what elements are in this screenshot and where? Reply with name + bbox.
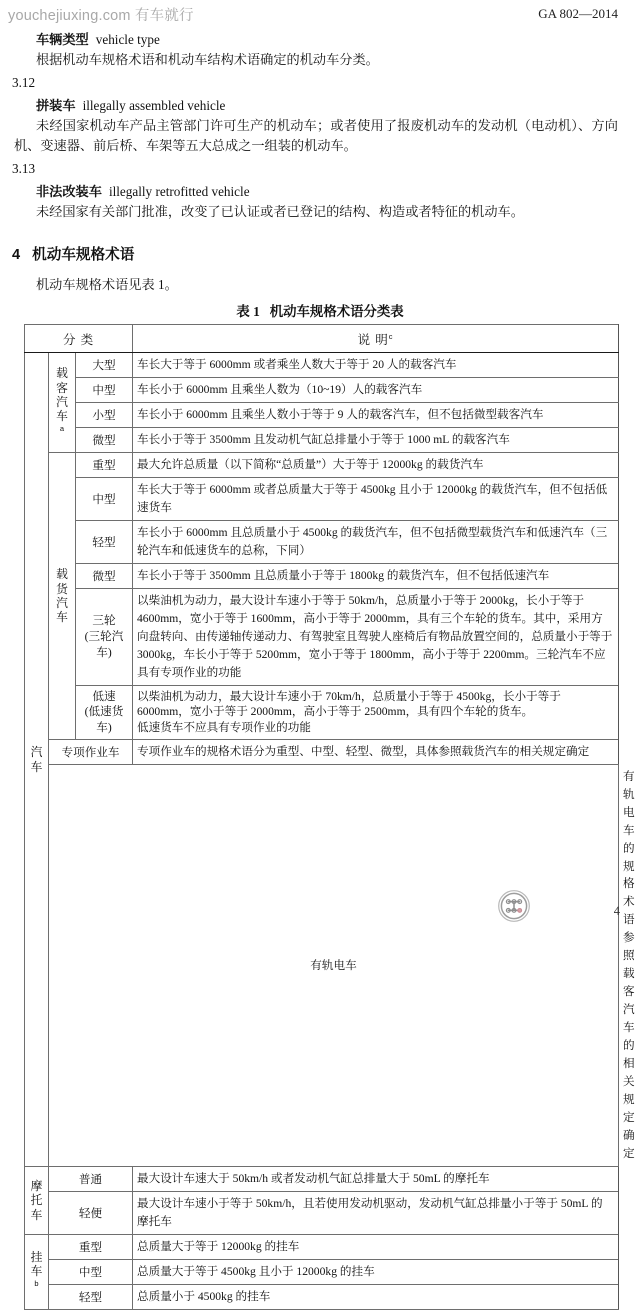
footnote-marker-c: c	[388, 332, 394, 342]
size-label: 大型	[76, 353, 133, 378]
table-row	[25, 403, 619, 428]
table-row	[25, 521, 619, 564]
size-label-main: 低速	[92, 689, 116, 703]
footnote-marker-a: a	[59, 423, 65, 433]
description-cell: 专项作业车的规格术语分为重型、中型、轻型、微型，具体参照载货汽车的相关规定确定	[133, 739, 619, 764]
vertical-text-motorcycle: 摩 托 车	[30, 1178, 43, 1222]
size-label: 中型	[76, 378, 133, 403]
term-heading	[0, 26, 640, 49]
standard-code: GA 802—2014	[538, 6, 618, 21]
size-label: 轻便	[49, 1191, 133, 1234]
gear-shift-pattern-logo	[497, 889, 531, 923]
document-content	[0, 26, 640, 1310]
term-heading	[0, 178, 640, 201]
description-header-text: 说 明	[357, 333, 389, 348]
table-row	[25, 378, 619, 403]
table-row	[25, 1166, 619, 1191]
group-label-cargo-car	[49, 453, 76, 740]
category-label-special-purpose: 专项作业车	[49, 739, 133, 764]
table-row	[25, 428, 619, 453]
page-footer	[0, 881, 640, 931]
section-heading	[0, 223, 640, 268]
size-label: 微型	[76, 563, 133, 588]
table-row	[25, 353, 619, 378]
term-term-cn: 拼装车	[36, 98, 76, 114]
description-cell: 以柴油机为动力，最大设计车速小于等于 50km/h，总质量小于等于 2000kg，长小于等于 4600mm，宽小于等于 1600mm，高小于等于 2000mm，具有三个车轮的货车。其中，采用方向盘转向、由传递轴传递动力、有驾驶室且驾驶人座椅后有物品放置空间的，总质量小于等于 3000kg，车长小于等于 5200mm，宽小于等于 1800mm，高小于等于 2200mm。三轮汽车不应具有专项作业的功能	[133, 588, 619, 685]
description-cell: 车长小于等于 3500mm 且总质量小于等于 1800kg 的载货汽车，但不包括低速汽车	[133, 563, 619, 588]
term-definition: 未经国家机动车产品主管部门许可生产的机动车；或者使用了报废机动车的发动机（电动机）、方向机、变速器、前后桥、车架等五大总成之一组装的机动车。	[14, 118, 618, 154]
term-term-cn: 车辆类型	[36, 32, 89, 47]
term-heading	[0, 92, 640, 115]
table-row	[25, 1234, 619, 1259]
size-label: 中型	[76, 478, 133, 521]
table-caption-title: 机动车规格术语分类表	[269, 304, 404, 320]
description-cell: 车长小于 6000mm 且总质量小于 4500kg 的载货汽车，但不包括微型载货汽车和低速汽车（三轮汽车和低速货车的总称，下同）	[133, 521, 619, 564]
description-line-2: 低速货车不应具有专项作业的功能	[137, 721, 311, 735]
column-header-description	[133, 325, 619, 353]
column-header-classification	[25, 325, 133, 353]
table-row	[25, 1191, 619, 1234]
page-header	[0, 4, 640, 26]
table-caption-label: 表 1	[236, 304, 260, 320]
description-cell	[133, 685, 619, 739]
group-label-trailer	[25, 1234, 49, 1309]
term-definition: 未经国家有关部门批准，改变了已认证或者已登记的结构、构造或者特征的机动车。	[36, 204, 524, 220]
section-number: 4	[12, 247, 21, 264]
term-term-cn: 非法改装车	[36, 184, 102, 200]
table-row	[25, 453, 619, 478]
description-cell: 最大设计车速小于等于 50km/h，且若使用发动机驱动，发动机气缸总排量小于等于 50mL 的摩托车	[133, 1191, 619, 1234]
size-label: 轻型	[49, 1284, 133, 1309]
size-label: 重型	[76, 453, 133, 478]
table-row	[25, 739, 619, 764]
table-caption	[0, 299, 640, 324]
size-label-alias: (三轮汽车)	[84, 630, 124, 659]
description-cell: 车长小于等于 3500mm 且发动机气缸总排量小于等于 1000 mL 的载客汽车	[133, 428, 619, 453]
size-label: 重型	[49, 1234, 133, 1259]
description-cell: 车长大于等于 6000mm 或者总质量大于等于 4500kg 且小于 12000kg 的载货汽车，但不包括低速货车	[133, 478, 619, 521]
vertical-text-passenger-car: 载 客 汽 车 $^a$	[56, 366, 68, 433]
size-label: 中型	[49, 1259, 133, 1284]
description-cell: 最大允许总质量（以下简称“总质量”）大于等于 12000kg 的载货汽车	[133, 453, 619, 478]
clause-number: 3.12	[12, 75, 36, 91]
vehicle-specification-table	[24, 324, 635, 1310]
vertical-text-automobile: 汽 车	[30, 745, 43, 774]
size-label: 普通	[49, 1166, 133, 1191]
spec-table-container	[0, 324, 640, 1310]
table-row	[25, 1259, 619, 1284]
description-cell: 总质量大于等于 4500kg 且小于 12000kg 的挂车	[133, 1259, 619, 1284]
table-header-row	[25, 325, 619, 353]
size-label: 小型	[76, 403, 133, 428]
description-line-1: 以柴油机为动力，最大设计车速小于 70km/h，总质量小于等于 4500kg，长小于等于 6000mm，宽小于等于 2000mm，高小于等于 2500mm，具有四个车轮的货车。	[137, 689, 561, 719]
term-definition: 根据机动车规格术语和机动车结构术语确定的机动车分类。	[36, 52, 379, 67]
classification-header-text: 分 类	[62, 333, 95, 348]
description-cell: 总质量大于等于 12000kg 的挂车	[133, 1234, 619, 1259]
term-term-en: illegally retrofitted vehicle	[108, 184, 250, 200]
clause-number: 3.13	[12, 161, 36, 177]
section-title: 机动车规格术语	[32, 247, 135, 264]
description-cell: 最大设计车速大于 50km/h 或者发动机气缸总排量大于 50mL 的摩托车	[133, 1166, 619, 1191]
group-label-motorcycle	[25, 1166, 49, 1234]
group-label-passenger-car	[49, 353, 76, 453]
size-label-three-wheeled	[76, 588, 133, 685]
site-watermark: youchejiuxing.com 有车就行	[8, 8, 194, 24]
description-cell: 车长小于 6000mm 且乘坐人数为（10~19）人的载客汽车	[133, 378, 619, 403]
size-label-main: 三轮	[92, 614, 116, 628]
footnote-marker-b: b	[34, 1278, 39, 1288]
table-row	[25, 478, 619, 521]
table-row	[25, 685, 619, 739]
vertical-text-cargo-car: 载 货 汽 车	[56, 567, 68, 625]
section-lead-text: 机动车规格术语见表 1。	[36, 277, 178, 293]
table-row: 有轨电车 有轨电车的规格术语参照载客汽车的相关规定确定	[25, 764, 619, 1166]
size-label-low-speed	[76, 685, 133, 739]
term-term-en: illegally assembled vehicle	[82, 98, 226, 114]
table-row	[25, 588, 619, 685]
table-row	[25, 563, 619, 588]
size-label: 微型	[76, 428, 133, 453]
description-cell: 车长小于 6000mm 且乘坐人数小于等于 9 人的载客汽车，但不包括微型载客汽车	[133, 403, 619, 428]
table-row	[25, 1284, 619, 1309]
description-cell: 车长大于等于 6000mm 或者乘坐人数大于等于 20 人的载客汽车	[133, 353, 619, 378]
vertical-text-trailer: 挂 车 $^b$	[30, 1249, 43, 1288]
term-term-en: vehicle type	[95, 32, 160, 47]
page-number: 4	[613, 904, 620, 918]
size-label: 轻型	[76, 521, 133, 564]
category-label-tram: 有轨电车	[49, 764, 619, 1166]
group-label-automobile	[25, 353, 49, 1167]
description-cell: 总质量小于 4500kg 的挂车	[133, 1284, 619, 1309]
size-label-alias: (低速货车)	[84, 705, 124, 735]
